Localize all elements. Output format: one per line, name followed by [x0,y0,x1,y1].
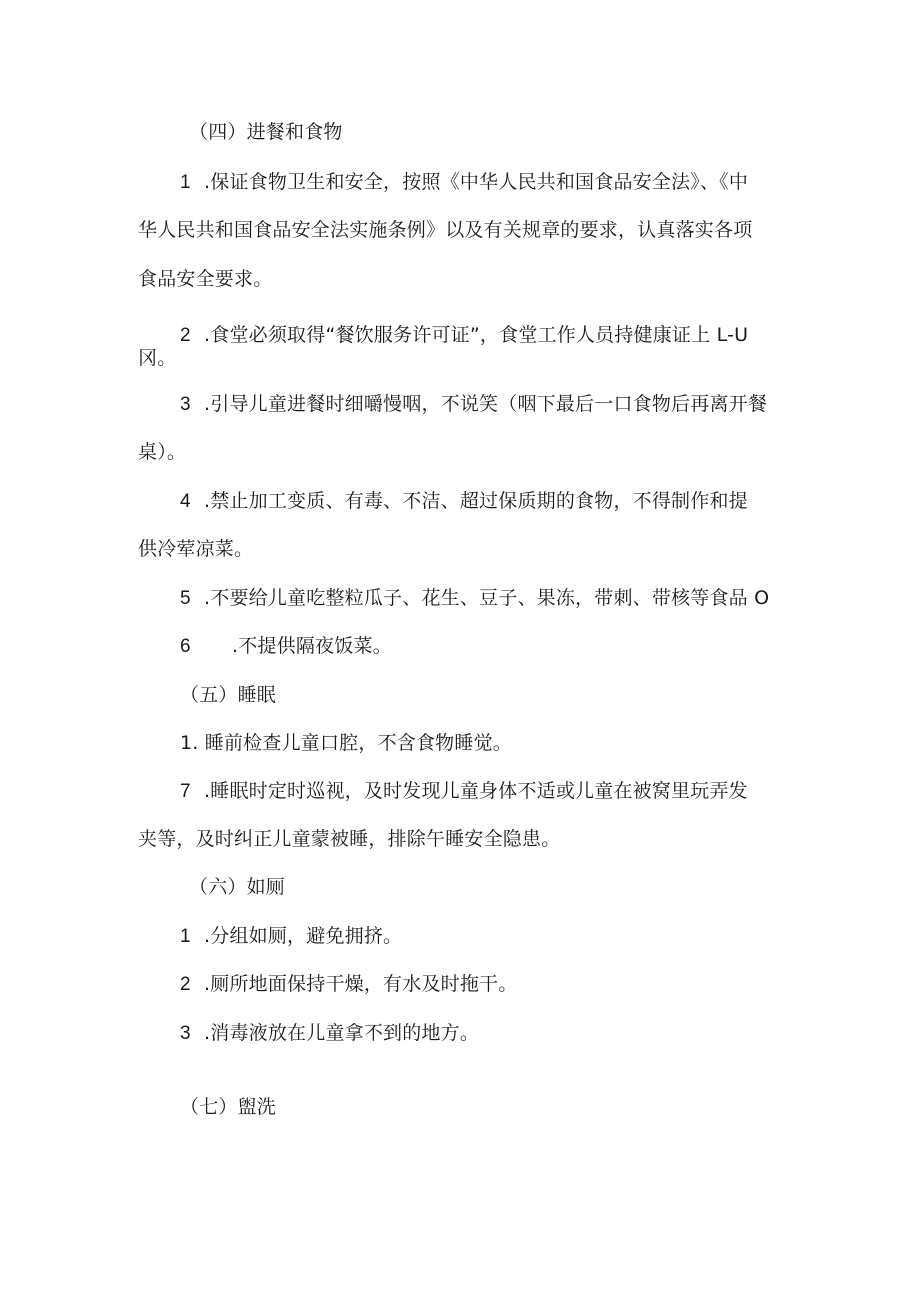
item-text: .禁止加工变质、有毒、不洁、超过保质期的食物，不得制作和提 [204,490,748,512]
item-number: 2 [180,325,191,346]
item-number: 4 [180,491,191,512]
item-text: .消毒液放在儿童拿不到的地方。 [204,1022,480,1044]
item-number: 1 [180,926,191,947]
item-text: .厕所地面保持干燥，有水及时拖干。 [204,973,518,995]
item-number: 5 [180,588,191,609]
s4-item4-line1 [180,492,748,511]
section-heading-7: （七）盥洗 [180,1096,277,1118]
item-number: 3 [180,394,191,415]
s4-item6-line1 [180,637,392,656]
item-text: .保证食物卫生和安全，按照《中华人民共和国食品安全法》、《中 [204,171,749,193]
section-heading-6: （六）如厕 [189,876,286,898]
item-number: 1 [180,172,191,193]
s5-item7-line1 [180,782,748,801]
s4-item4-line2: 供冷荤凉菜。 [138,538,254,560]
item-text: .分组如厕，避免拥挤。 [204,925,403,947]
item-number: 7 [180,781,191,802]
item-text: .引导儿童进餐时细嚼慢咽，不说笑（咽下最后一口食物后再离开餐 [204,393,768,415]
s5-item1: 1. 睡前检查儿童口腔，不含食物睡觉。 [180,732,512,754]
item-text: .食堂必须取得“餐饮服务许可证”，食堂工作人员持健康证上 L-U [204,324,749,346]
section-heading-4: （四）进餐和食物 [189,121,343,143]
item-text: .睡眠时定时巡视，及时发现儿童身体不适或儿童在被窝里玩弄发 [204,780,748,802]
item-number: 2 [180,974,191,995]
s4-item2-line2: 冈。 [138,347,177,369]
s6-item3 [180,1024,479,1043]
item-number: 6 [180,636,191,657]
s6-item2 [180,975,517,994]
s4-item3-line2: 桌）。 [138,441,187,463]
item-text: .不要给儿童吃整粒瓜子、花生、豆子、果冻，带刺、带核等食品 O [204,587,770,609]
s4-item2-line1 [180,326,748,345]
item-text: .不提供隔夜饭菜。 [232,635,392,657]
s6-item1 [180,927,402,946]
s4-item1-line3: 食品安全要求。 [138,268,273,290]
s4-item1-line2: 华人民共和国食品安全法实施条例》以及有关规章的要求，认真落实各项 [138,219,753,241]
section-heading-5: （五）睡眠 [180,684,277,706]
item-number: 3 [180,1023,191,1044]
s5-item7-line2: 夹等，及时纠正儿童蒙被睡，排除午睡安全隐患。 [138,828,561,850]
s4-item5-line1 [180,589,769,608]
s4-item1-line1 [180,173,748,192]
s4-item3-line1 [180,395,767,414]
